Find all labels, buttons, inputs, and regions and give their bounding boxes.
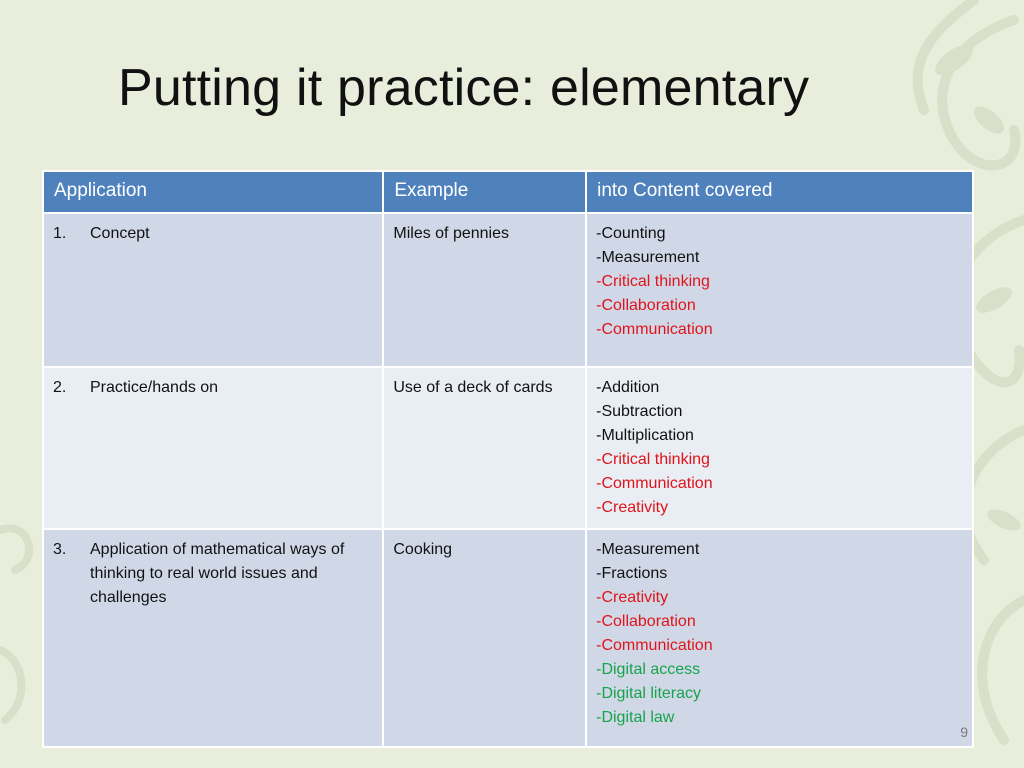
content-item: -Fractions xyxy=(596,565,668,582)
content-item: -Digital access xyxy=(596,661,701,678)
content-item: -Counting xyxy=(596,225,666,242)
content-item: -Creativity xyxy=(596,589,669,606)
application-cell xyxy=(43,529,383,747)
content-cell xyxy=(586,529,973,747)
row-number: 2. xyxy=(53,379,67,396)
row-number: 1. xyxy=(53,225,67,242)
application-text: Application of mathematical ways of thinking to real world issues and challenges xyxy=(90,541,345,606)
example-cell: Cooking xyxy=(383,529,586,747)
content-item: -Measurement xyxy=(596,249,700,266)
content-item: -Addition xyxy=(596,379,660,396)
example-cell: Miles of pennies xyxy=(383,213,586,367)
header-application: Application xyxy=(43,171,383,213)
content-table xyxy=(42,170,974,748)
application-text: Concept xyxy=(90,225,150,242)
content-item: -Digital law xyxy=(596,709,675,726)
row-number: 3. xyxy=(53,541,67,558)
content-item: -Collaboration xyxy=(596,297,696,314)
table-header-row xyxy=(43,171,973,213)
application-text: Practice/hands on xyxy=(90,379,219,396)
content-item: -Communication xyxy=(596,321,713,338)
content-item: -Communication xyxy=(596,475,713,492)
content-item: -Collaboration xyxy=(596,613,696,630)
header-example: Example xyxy=(383,171,586,213)
content-item: -Subtraction xyxy=(596,403,683,420)
slide-title: Putting it practice: elementary xyxy=(118,59,810,117)
table-row xyxy=(43,529,973,747)
content-item: -Digital literacy xyxy=(596,685,702,702)
page-number: 9 xyxy=(960,724,968,740)
content-item: -Critical thinking xyxy=(596,273,710,290)
table-row xyxy=(43,367,973,529)
content-item: -Critical thinking xyxy=(596,451,710,468)
table-row xyxy=(43,213,973,367)
content-cell xyxy=(586,367,973,529)
content-item: -Measurement xyxy=(596,541,700,558)
content-item: -Creativity xyxy=(596,499,669,516)
example-cell: Use of a deck of cards xyxy=(383,367,586,529)
application-table xyxy=(42,170,974,748)
application-cell xyxy=(43,367,383,529)
header-content-covered: into Content covered xyxy=(586,171,973,213)
application-cell xyxy=(43,213,383,367)
content-item: -Multiplication xyxy=(596,427,694,444)
content-item: -Communication xyxy=(596,637,713,654)
content-cell xyxy=(586,213,973,367)
